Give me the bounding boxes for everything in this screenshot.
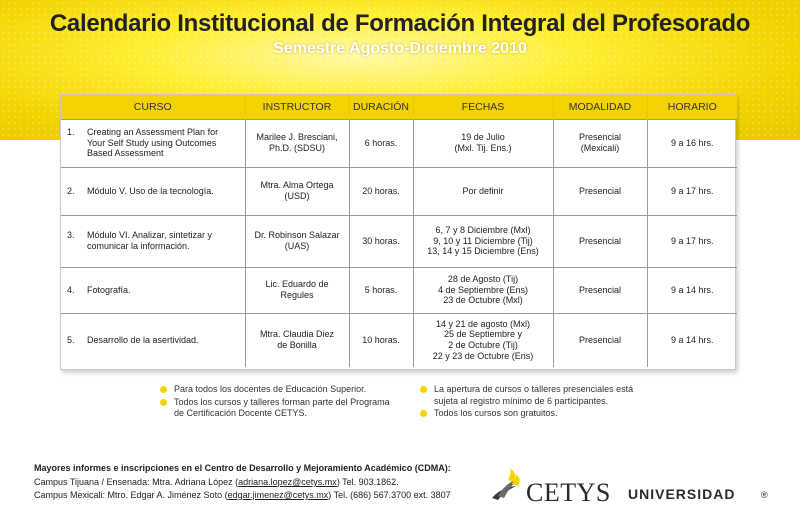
footer-mexicali: Campus Mexicali: Mtro. Edgar A. Jiménez Soto (edgar.jimenez@cetys.mx) Tel. (686) 567.3700 ext. 3807 [34, 490, 451, 500]
cell-curso: 4. Fotografía. [61, 267, 245, 313]
cell-curso: 2. Módulo V. Uso de la tecnología. [61, 167, 245, 215]
cell-instructor: Mtra. Alma Ortega (USD) [245, 167, 349, 215]
col-header-horario: HORARIO [647, 95, 737, 119]
table-header-row [61, 95, 737, 119]
cell-curso: 1. Creating an Assessment Plan for Your Self Study using Outcomes Based Assessment [61, 119, 245, 167]
cell-instructor: Mtra. Claudia Diez de Bonilla [245, 313, 349, 367]
table-row [61, 167, 737, 215]
page-title: Calendario Institucional de Formación Integral del Profesorado [49, 10, 751, 37]
cell-curso: 3. Módulo VI. Analizar, sintetizar y comunicar la información. [61, 215, 245, 267]
cell-fechas: 28 de Agosto (Tij) 4 de Septiembre (Ens) 23 de Octubre (Mxl) [413, 267, 553, 313]
course-table [61, 95, 737, 367]
flame-icon [486, 466, 526, 506]
logo-registered-mark: ® [761, 490, 768, 500]
cell-horario: 9 a 16 hrs. [647, 119, 737, 167]
cell-modalidad: Presencial [553, 313, 647, 367]
notes-left [160, 384, 400, 421]
cell-duracion: 5 horas. [349, 267, 413, 313]
bullet-icon [420, 386, 427, 393]
note-item: Todos los cursos y talleres forman parte del Programa de Certificación Docente CETYS. [160, 397, 400, 420]
cell-modalidad: Presencial (Mexicali) [553, 119, 647, 167]
cell-fechas: 14 y 21 de agosto (Mxl) 25 de Septiembre y 2 de Octubre (Tij) 22 y 23 de Octubre (Ens) [413, 313, 553, 367]
cetys-logo [486, 466, 776, 506]
col-header-duracion: DURACIÓN [349, 95, 413, 119]
footer-heading: Mayores informes e inscripciones en el Centro de Desarrollo y Mejoramiento Académico (CDMA): [34, 463, 451, 473]
cell-modalidad: Presencial [553, 267, 647, 313]
cell-duracion: 10 horas. [349, 313, 413, 367]
cell-duracion: 20 horas. [349, 167, 413, 215]
cell-modalidad: Presencial [553, 215, 647, 267]
col-header-modalidad: MODALIDAD [553, 95, 647, 119]
bullet-icon [160, 399, 167, 406]
course-table-card [60, 94, 736, 370]
cell-instructor: Lic. Eduardo de Regules [245, 267, 349, 313]
note-item: La apertura de cursos o talleres presenciales está sujeta al registro mínimo de 6 participantes. [420, 384, 650, 407]
cell-fechas: 6, 7 y 8 Diciembre (Mxl) 9, 10 y 11 Diciembre (Tij) 13, 14 y 15 Diciembre (Ens) [413, 215, 553, 267]
notes-right [420, 384, 650, 421]
cell-horario: 9 a 14 hrs. [647, 313, 737, 367]
col-header-fechas: FECHAS [413, 95, 553, 119]
cell-curso: 5. Desarrollo de la asertividad. [61, 313, 245, 367]
cell-duracion: 30 horas. [349, 215, 413, 267]
cell-modalidad: Presencial [553, 167, 647, 215]
cell-instructor: Marilee J. Bresciani, Ph.D. (SDSU) [245, 119, 349, 167]
logo-wordmark: CETYS [526, 478, 611, 507]
cell-instructor: Dr. Robinson Salazar (UAS) [245, 215, 349, 267]
footer-tijuana: Campus Tijuana / Ensenada: Mtra. Adriana López (adriana.lopez@cetys.mx) Tel. 903.1862. [34, 477, 399, 487]
tijuana-email-link[interactable]: adriana.lopez@cetys.mx [238, 477, 337, 487]
cell-fechas: Por definir [413, 167, 553, 215]
bullet-icon [160, 386, 167, 393]
cell-duracion: 6 horas. [349, 119, 413, 167]
note-item: Para todos los docentes de Educación Superior. [160, 384, 400, 396]
table-row [61, 267, 737, 313]
cell-horario: 9 a 14 hrs. [647, 267, 737, 313]
logo-subtext: UNIVERSIDAD [628, 486, 736, 502]
cell-horario: 9 a 17 hrs. [647, 215, 737, 267]
note-item: Todos los cursos son gratuitos. [420, 408, 650, 420]
mexicali-email-link[interactable]: edgar.jimenez@cetys.mx [227, 490, 329, 500]
table-row [61, 313, 737, 367]
col-header-curso: CURSO [61, 95, 245, 119]
table-row [61, 119, 737, 167]
page-subtitle: Semestre Agosto-Diciembre 2010 [273, 40, 527, 57]
bullet-icon [420, 410, 427, 417]
cell-fechas: 19 de Julio (Mxl. Tij. Ens.) [413, 119, 553, 167]
cell-horario: 9 a 17 hrs. [647, 167, 737, 215]
table-row [61, 215, 737, 267]
col-header-instructor: INSTRUCTOR [245, 95, 349, 119]
